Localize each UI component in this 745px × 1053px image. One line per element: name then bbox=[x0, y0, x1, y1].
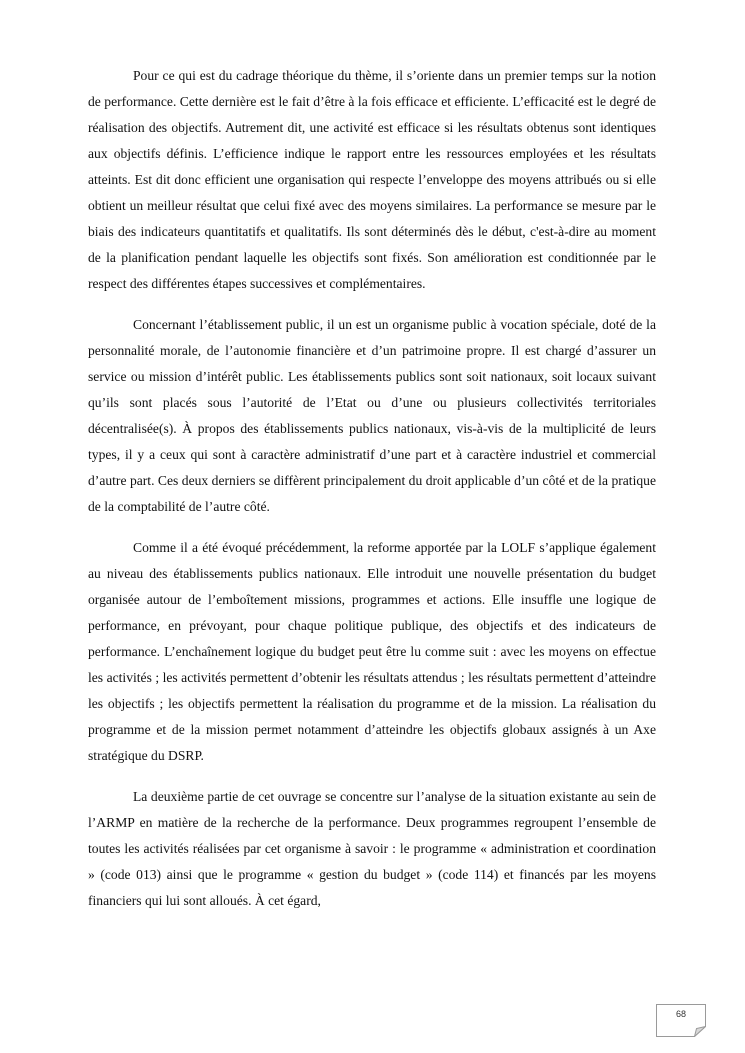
paragraph-lolf-reform: Comme il a été évoqué précédemment, la reforme apportée par la LOLF s’applique également au niveau des établissements publics nationaux. Elle introduit une nouvelle présentation du budget organisée autour de l’emboîtement missions, programmes et actions. Elle insuffle une logique de performance, en prévoyant, pour chaque politique publique, des objectifs et des indicateurs de performance. L’enchaînement logique du budget peut être lu comme suit : avec les moyens on effectue les activités ; les activités permettent d’obtenir les résultats attendus ; les résultats permettent d’atteindre les objectifs ; les objectifs permettent la réalisation du programme et de la mission. La réalisation du programme et de la mission permet notamment d’atteindre les objectifs globaux assignés à un Axe stratégique du DSRP. bbox=[88, 540, 656, 763]
paragraph-theoretical-framework: Pour ce qui est du cadrage théorique du thème, il s’oriente dans un premier temps sur la notion de performance. Cette dernière est le fait d’être à la fois efficace et efficiente. L’efficacité est le degré de réalisation des objectifs. Autrement dit, une activité est efficace si les résultats obtenus sont identiques aux objectifs définis. L’efficience indique le rapport entre les ressources employées et les résultats atteints. Est dit donc efficient une organisation qui respecte l’enveloppe des moyens attribués ou si elle obtient un meilleur résultat que celui fixé avec des moyens similaires. La performance se mesure par le biais des indicateurs quantitatifs et qualitatifs. Ils sont déterminés dès le début, c'est-à-dire au moment de la planification pendant laquelle les objectifs sont fixés. Son amélioration est conditionnée par le respect des différentes étapes successives et complémentaires. bbox=[88, 68, 656, 291]
paragraph-public-establishment: Concernant l’établissement public, il un est un organisme public à vocation spéciale, doté de la personnalité morale, de l’autonomie financière et d’un patrimoine propre. Il est chargé d’assurer un service ou mission d’intérêt public. Les établissements publics sont soit nationaux, soit locaux suivant qu’ils sont placés sous l’autorité de l’Etat ou d’une ou plusieurs collectivités territoriales décentralisée(s). À propos des établissements publics nationaux, vis-à-vis de la multiplicité de leurs types, il y a ceux qui sont à caractère administratif d’une part et à caractère industriel et commercial d’autre part. Ces deux derniers se diffèrent principalement du droit applicable d’un côté et de la pratique de la comptabilité de l’autre côté. bbox=[88, 317, 656, 514]
paragraph-second-part: La deuxième partie de cet ouvrage se concentre sur l’analyse de la situation existante au sein de l’ARMP en matière de la recherche de la performance. Deux programmes regroupent l’ensemble de toutes les activités réalisées par cet organisme à savoir : le programme « administration et coordination » (code 013) ainsi que le programme « gestion du budget » (code 114) et financés par les moyens financiers qui lui sont alloués. À cet égard, bbox=[88, 789, 656, 908]
page-number: 68 bbox=[675, 1009, 686, 1019]
page-number-box bbox=[656, 1004, 706, 1037]
body-text bbox=[88, 63, 656, 929]
